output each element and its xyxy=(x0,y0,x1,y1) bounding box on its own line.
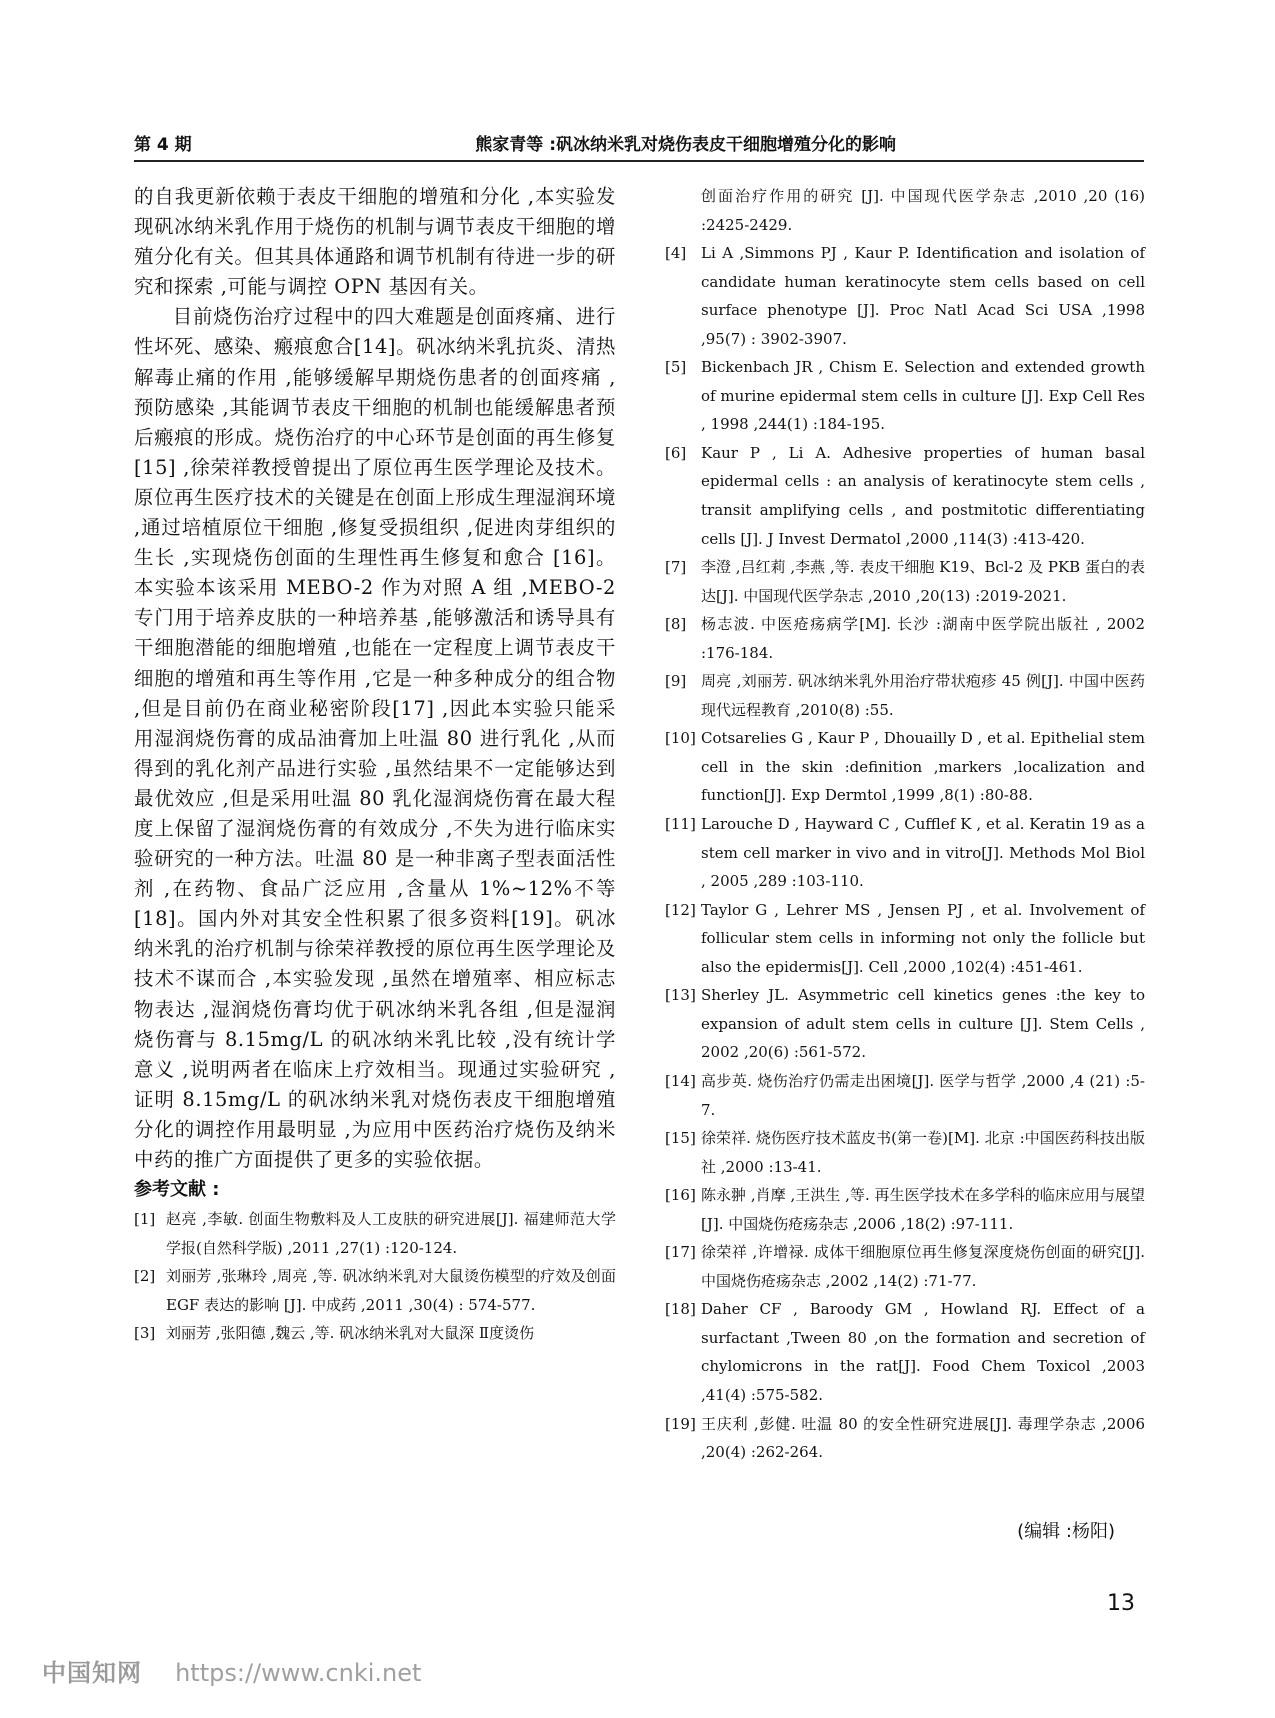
right-column xyxy=(665,182,1145,1467)
reference-item: [16] 陈永翀 ,肖摩 ,王洪生 ,等. 再生医学技术在多学科的临床应用与展望[J]. 中国烧伤疮疡杂志 ,2006 ,18(2) :97-111. xyxy=(665,1186,1145,1233)
reference-item: [10] Cotsarelies G , Kaur P , Dhouailly D , et al. Epithelial stem cell in the skin :definition ,markers ,localization and function[J]. Exp Dermtol ,1999 ,8(1) :80-88. xyxy=(665,729,1145,805)
paragraph-2: 目前烧伤治疗过程中的四大难题是创面疼痛、进行性坏死、感染、瘢痕愈合[14]。矾冰纳米乳抗炎、清热解毒止痛的作用 ,能够缓解早期烧伤患者的创面疼痛 ,预防感染 ,其能调节表皮干细胞的机制也能缓解患者预后瘢痕的形成。烧伤治疗的中心环节是创面的再生修复[15] ,徐荣祥教授曾提出了原位再生医学理论及技术。原位再生医疗技术的关键是在创面上形成生理湿润环境 ,通过培植原位干细胞 ,修复受损组织 ,促进肉芽组织的生长 ,实现烧伤创面的生理性再生修复和愈合 [16]。本实验本该采用 MEBO-2 作为对照 A 组 ,MEBO-2 专门用于培养皮肤的一种培养基 ,能够激活和诱导具有干细胞潜能的细胞增殖 ,也能在一定程度上调节表皮干细胞的增殖和再生等作用 ,它是一种多种成分的组合物 ,但是目前仍在商业秘密阶段[17] ,因此本实验只能采用湿润烧伤膏的成品油膏加上吐温 80 进行乳化 ,从而得到的乳化剂产品进行实验 ,虽然结果不一定能够达到最优效应 ,但是采用吐温 80 乳化湿润烧伤膏在最大程度上保留了湿润烧伤膏的有效成分 ,不失为进行临床实验研究的一种方法。吐温 80 是一种非离子型表面活性剂 ,在药物、食品广泛应用 ,含量从 1%~12%不等[18]。国内外对其安全性积累了很多资料[19]。矾冰纳米乳的治疗机制与徐荣祥教授的原位再生医学理论及技术不谋而合 ,本实验发现 ,虽然在增殖率、相应标志物表达 ,湿润烧伤膏均优于矾冰纳米乳各组 ,但是湿润烧伤膏与 8.15mg/L 的矾冰纳米乳比较 ,没有统计学意义 ,说明两者在临床上疗效相当。现通过实验研究 ,证明 8.15mg/L 的矾冰纳米乳对烧伤表皮干细胞增殖分化的调控作用最明显 ,为应用中医药治疗烧伤及纳米中药的推广方面提供了更多的实验依据。 xyxy=(134,305,616,1171)
reference-item: [7] 李澄 ,吕红莉 ,李燕 ,等. 表皮干细胞 K19、Bcl-2 及 PKB 蛋白的表达[J]. 中国现代医学杂志 ,2010 ,20(13) :2019-2021. xyxy=(665,558,1145,605)
reference-item: [15] 徐荣祥. 烧伤医疗技术蓝皮书(第一卷)[M]. 北京 :中国医药科技出版社 ,2000 :13-41. xyxy=(665,1129,1145,1176)
reference-list-left xyxy=(134,1205,616,1348)
reference-item: [6] Kaur P , Li A. Adhesive properties of human basal epidermal cells : an analysis of keratinocyte stem cells , transit amplifying cells , and postmitotic differentiating cells [J]. J Invest Dermatol ,2000 ,114(3) :413-420. xyxy=(665,443,1145,548)
cnki-watermark xyxy=(42,1653,421,1688)
cnki-url[interactable]: https://www.cnki.net xyxy=(175,1659,422,1687)
reference-item: [8] 杨志波. 中医疮疡病学[M]. 长沙 :湖南中医学院出版社 , 2002 :176-184. xyxy=(665,615,1145,662)
page-number: 13 xyxy=(1107,1591,1135,1616)
reference-item: [14] 高步英. 烧伤治疗仍需走出困境[J]. 医学与哲学 ,2000 ,4 (21) :5-7. xyxy=(665,1071,1145,1119)
reference-item: [19] 王庆利 ,彭健. 吐温 80 的安全性研究进展[J]. 毒理学杂志 ,2006 ,20(4) :262-264. xyxy=(665,1414,1145,1462)
running-header xyxy=(134,130,1144,162)
reference-item: [4] Li A ,Simmons PJ , Kaur P. Identification and isolation of candidate human keratinocyte stem cells based on cell surface phenotype [J]. Proc Natl Acad Sci USA ,1998 ,95(7) : 3902-3907. xyxy=(665,244,1145,348)
editor-note: (编辑 :杨阳) xyxy=(1017,1521,1115,1542)
reference-item: [18] Daher CF , Baroody GM , Howland RJ. Effect of a surfactant ,Tween 80 ,on the formation and secretion of chylomicrons in the rat[J]. Food Chem Toxicol ,2003 ,41(4) :575-582. xyxy=(665,1300,1145,1404)
reference-item: [2] 刘丽芳 ,张琳玲 ,周亮 ,等. 矾冰纳米乳对大鼠烫伤模型的疗效及创面 EGF 表达的影响 [J]. 中成药 ,2011 ,30(4) : 574-577. xyxy=(134,1267,616,1314)
references-heading: 参考文献 : xyxy=(134,1179,220,1201)
issue-number: 第 4 期 xyxy=(134,135,192,155)
reference-item: [5] Bickenbach JR , Chism E. Selection and extended growth of murine epidermal stem cells in culture [J]. Exp Cell Res , 1998 ,244(1) :184-195. xyxy=(665,358,1145,434)
reference-item: [13] Sherley JL. Asymmetric cell kinetics genes :the key to expansion of adult stem cells in culture [J]. Stem Cells , 2002 ,20(6) :561-572. xyxy=(665,986,1145,1062)
reference-item: [3] 刘丽芳 ,张阳德 ,魏云 ,等. 矾冰纳米乳对大鼠深 Ⅱ度烫伤 xyxy=(134,1324,535,1343)
reference-item: [12] Taylor G , Lehrer MS , Jensen PJ , et al. Involvement of follicular stem cells in informing not only the follicle but also the epidermis[J]. Cell ,2000 ,102(4) :451-461. xyxy=(665,900,1145,976)
running-title: 熊家青等 :矾冰纳米乳对烧伤表皮干细胞增殖分化的影响 xyxy=(475,135,896,155)
body-text xyxy=(134,182,616,1175)
cnki-logo: 中国知网 xyxy=(42,1659,142,1687)
reference-item: [11] Larouche D , Hayward C , Cufflef K , et al. Keratin 19 as a stem cell marker in vivo and in vitro[J]. Methods Mol Biol , 2005 ,289 :103-110. xyxy=(665,815,1145,891)
reference-item: [17] 徐荣祥 ,许增禄. 成体干细胞原位再生修复深度烧伤创面的研究[J]. 中国烧伤疮疡杂志 ,2002 ,14(2) :71-77. xyxy=(665,1243,1145,1290)
header-rule xyxy=(134,160,1144,162)
reference-item: 创面治疗作用的研究 [J]. 中国现代医学杂志 ,2010 ,20 (16) :2425-2429. xyxy=(701,187,1145,234)
paragraph-1: 的自我更新依赖于表皮干细胞的增殖和分化 ,本实验发现矾冰纳米乳作用于烧伤的机制与调节表皮干细胞的增殖分化有关。但其具体通路和调节机制有待进一步的研究和探索 ,可能与调控 OPN 基因有关。 xyxy=(134,185,616,299)
left-column xyxy=(134,182,616,1348)
reference-item: [1] 赵亮 ,李敏. 创面生物敷料及人工皮肤的研究进展[J]. 福建师范大学学报(自然科学版) ,2011 ,27(1) :120-124. xyxy=(134,1210,616,1257)
reference-list-right xyxy=(665,182,1145,1467)
reference-item: [9] 周亮 ,刘丽芳. 矾冰纳米乳外用治疗带状疱疹 45 例[J]. 中国中医药现代远程教育 ,2010(8) :55. xyxy=(665,672,1145,719)
